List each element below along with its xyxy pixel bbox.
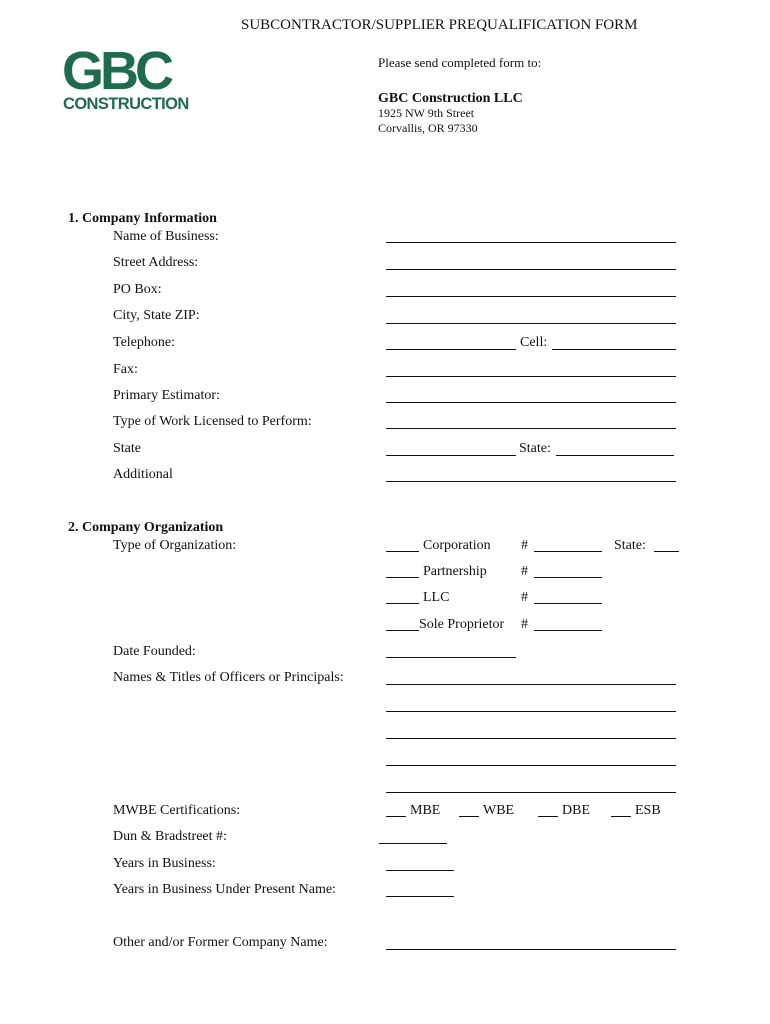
fax-field[interactable] xyxy=(386,363,676,382)
work-type-label: Type of Work Licensed to Perform: xyxy=(113,414,312,429)
officers-field-1[interactable] xyxy=(386,671,676,690)
city-field[interactable] xyxy=(386,310,676,329)
llc-label: LLC xyxy=(423,590,450,605)
former-name-label: Other and/or Former Company Name: xyxy=(113,935,328,950)
form-title: SUBCONTRACTOR/SUPPLIER PREQUALIFICATION FORM xyxy=(241,17,638,33)
date-founded-label: Date Founded: xyxy=(113,644,196,659)
mwbe-label: MWBE Certifications: xyxy=(113,803,241,818)
sole-proprietor-num-label: # xyxy=(521,617,528,632)
former-name-field[interactable] xyxy=(386,936,676,955)
pobox-label: PO Box: xyxy=(113,282,162,297)
send-to-label: Please send completed form to: xyxy=(378,55,542,70)
officers-field-3[interactable] xyxy=(386,725,676,744)
corporation-blank[interactable] xyxy=(386,538,419,557)
state-second-label: State: xyxy=(519,441,551,456)
mbe-label: MBE xyxy=(410,803,441,818)
years-label: Years in Business: xyxy=(113,856,216,871)
telephone-label: Telephone: xyxy=(113,335,175,350)
company-name: GBC Construction LLC xyxy=(378,91,523,106)
name-field[interactable] xyxy=(386,229,676,248)
corporation-state-field[interactable] xyxy=(654,538,679,557)
state-second-field[interactable] xyxy=(556,442,674,461)
estimator-label: Primary Estimator: xyxy=(113,388,220,403)
date-founded-field[interactable] xyxy=(386,644,516,663)
street-field[interactable] xyxy=(386,256,676,275)
mbe-blank[interactable] xyxy=(386,803,406,822)
esb-label: ESB xyxy=(635,803,661,818)
partnership-blank[interactable] xyxy=(386,564,419,583)
street-label: Street Address: xyxy=(113,255,199,270)
sole-proprietor-label: Sole Proprietor xyxy=(419,617,505,632)
cell-label: Cell: xyxy=(520,335,548,350)
esb-blank[interactable] xyxy=(611,803,631,822)
additional-label: Additional xyxy=(113,467,173,482)
sole-proprietor-num-field[interactable] xyxy=(534,617,602,636)
partnership-num-label: # xyxy=(521,564,528,579)
corporation-num-field[interactable] xyxy=(534,538,602,557)
company-street: 1925 NW 9th Street xyxy=(378,106,475,120)
org-type-label: Type of Organization: xyxy=(113,538,237,553)
section1-heading: 1. Company Information xyxy=(68,211,217,226)
partnership-num-field[interactable] xyxy=(534,564,602,583)
corporation-state-label: State: xyxy=(614,538,646,553)
officers-field-2[interactable] xyxy=(386,698,676,717)
llc-num-label: # xyxy=(521,590,528,605)
estimator-field[interactable] xyxy=(386,389,676,408)
additional-field[interactable] xyxy=(386,468,676,487)
sole-proprietor-blank[interactable] xyxy=(386,617,419,636)
dbe-blank[interactable] xyxy=(538,803,558,822)
corporation-num-label: # xyxy=(521,538,528,553)
state-license-field[interactable] xyxy=(386,442,516,461)
years-present-field[interactable] xyxy=(386,883,454,902)
years-present-label: Years in Business Under Present Name: xyxy=(113,882,336,897)
dun-field[interactable] xyxy=(379,830,447,849)
cell-field[interactable] xyxy=(552,336,676,355)
corporation-label: Corporation xyxy=(423,538,491,553)
llc-blank[interactable] xyxy=(386,590,419,609)
wbe-blank[interactable] xyxy=(459,803,479,822)
years-field[interactable] xyxy=(386,857,454,876)
logo-letters: GBC xyxy=(62,43,170,101)
telephone-field[interactable] xyxy=(386,336,516,355)
officers-field-5[interactable] xyxy=(386,779,676,798)
llc-num-field[interactable] xyxy=(534,590,602,609)
dbe-label: DBE xyxy=(562,803,590,818)
company-city: Corvallis, OR 97330 xyxy=(378,121,478,135)
officers-label: Names & Titles of Officers or Principals: xyxy=(113,670,344,685)
section2-heading: 2. Company Organization xyxy=(68,520,224,535)
state-license-label: State xyxy=(113,441,141,456)
officers-field-4[interactable] xyxy=(386,752,676,771)
partnership-label: Partnership xyxy=(423,564,487,579)
fax-label: Fax: xyxy=(113,362,138,377)
name-label: Name of Business: xyxy=(113,229,219,244)
logo-subtext: CONSTRUCTION xyxy=(63,95,189,113)
city-label: City, State ZIP: xyxy=(113,308,200,323)
gbc-logo xyxy=(62,43,190,113)
work-type-field[interactable] xyxy=(386,415,676,434)
pobox-field[interactable] xyxy=(386,283,676,302)
dun-label: Dun & Bradstreet #: xyxy=(113,829,227,844)
wbe-label: WBE xyxy=(483,803,515,818)
